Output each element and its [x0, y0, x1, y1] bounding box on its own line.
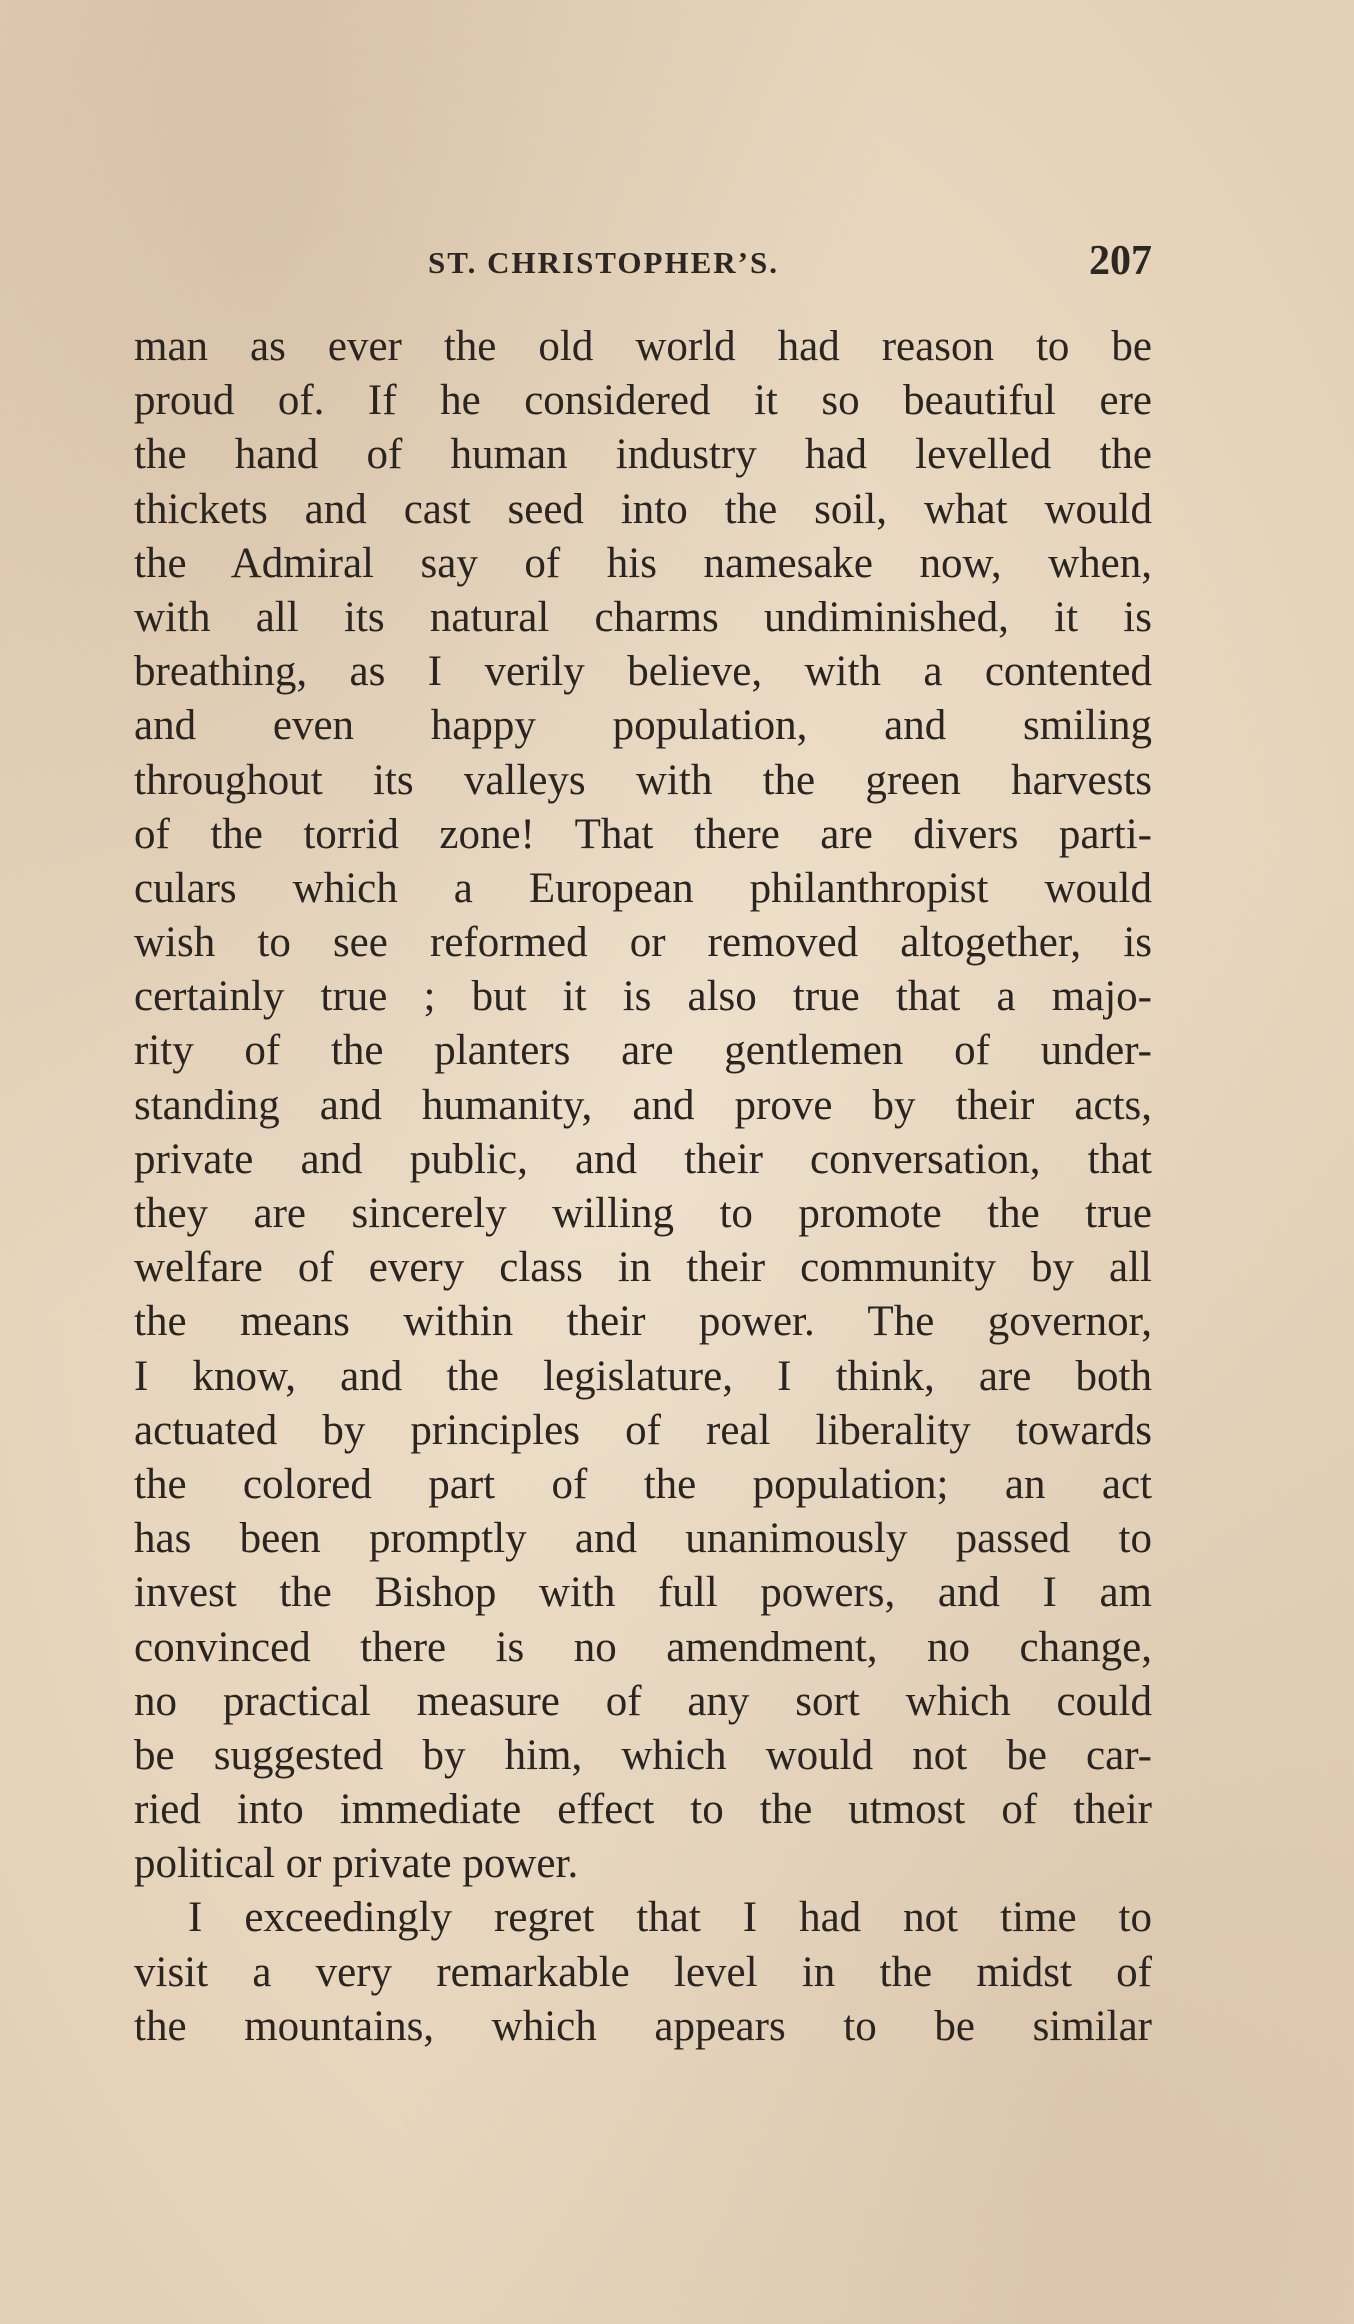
text-line: ried into immediate effect to the utmost of their — [134, 1786, 1152, 1834]
text-line: I know, and the legislature, I think, are both — [134, 1352, 1152, 1400]
text-line: private and public, and their conversation, that — [134, 1135, 1152, 1183]
text-line: invest the Bishop with full powers, and I am — [134, 1569, 1152, 1617]
text-line: welfare of every class in their community by all — [134, 1244, 1152, 1292]
text-line: throughout its valleys with the green harvests — [134, 756, 1152, 804]
text-line: visit a very remarkable level in the midst of — [134, 1948, 1152, 1996]
running-head — [134, 238, 1152, 295]
text-line: actuated by principles of real liberality towards — [134, 1406, 1152, 1454]
text-line: the colored part of the population; an act — [134, 1460, 1152, 1508]
text-line: convinced there is no amendment, no change, — [134, 1623, 1152, 1671]
page-number: 207 — [1089, 238, 1152, 284]
text-line: culars which a European philanthropist would — [134, 864, 1152, 912]
text-line: of the torrid zone! That there are divers parti- — [134, 810, 1152, 858]
text-line: no practical measure of any sort which could — [134, 1677, 1152, 1725]
text-line: with all its natural charms undiminished, it is — [134, 593, 1152, 641]
text-line: standing and humanity, and prove by their acts, — [134, 1081, 1152, 1129]
text-line: breathing, as I verily believe, with a contented — [134, 648, 1152, 696]
text-line: they are sincerely willing to promote the true — [134, 1190, 1152, 1237]
paragraph-end-line: political or private power. — [134, 1840, 579, 1888]
text-line: be suggested by him, which would not be car- — [134, 1731, 1152, 1779]
running-title: ST. CHRISTOPHER’S. — [428, 245, 779, 280]
text-line: and even happy population, and smiling — [134, 702, 1152, 750]
text-line: has been promptly and unanimously passed to — [134, 1515, 1152, 1563]
text-line: proud of. If he considered it so beautiful ere — [134, 377, 1152, 425]
text-line: the hand of human industry had levelled the — [134, 431, 1152, 479]
text-line: man as ever the old world had reason to be — [134, 323, 1152, 370]
text-line: the Admiral say of his namesake now, when, — [134, 539, 1152, 587]
text-line: thickets and cast seed into the soil, what would — [134, 485, 1152, 533]
text-line: certainly true ; but it is also true that a majo- — [134, 973, 1152, 1021]
text-line: wish to see reformed or removed altogether, is — [134, 919, 1152, 967]
body-text — [134, 320, 1152, 2054]
text-line: rity of the planters are gentlemen of under- — [134, 1027, 1152, 1075]
paragraph-start-line: I exceedingly regret that I had not time to — [188, 1894, 1152, 1942]
text-line: the means within their power. The governor, — [134, 1298, 1152, 1346]
text-line: the mountains, which appears to be similar — [134, 2002, 1152, 2050]
